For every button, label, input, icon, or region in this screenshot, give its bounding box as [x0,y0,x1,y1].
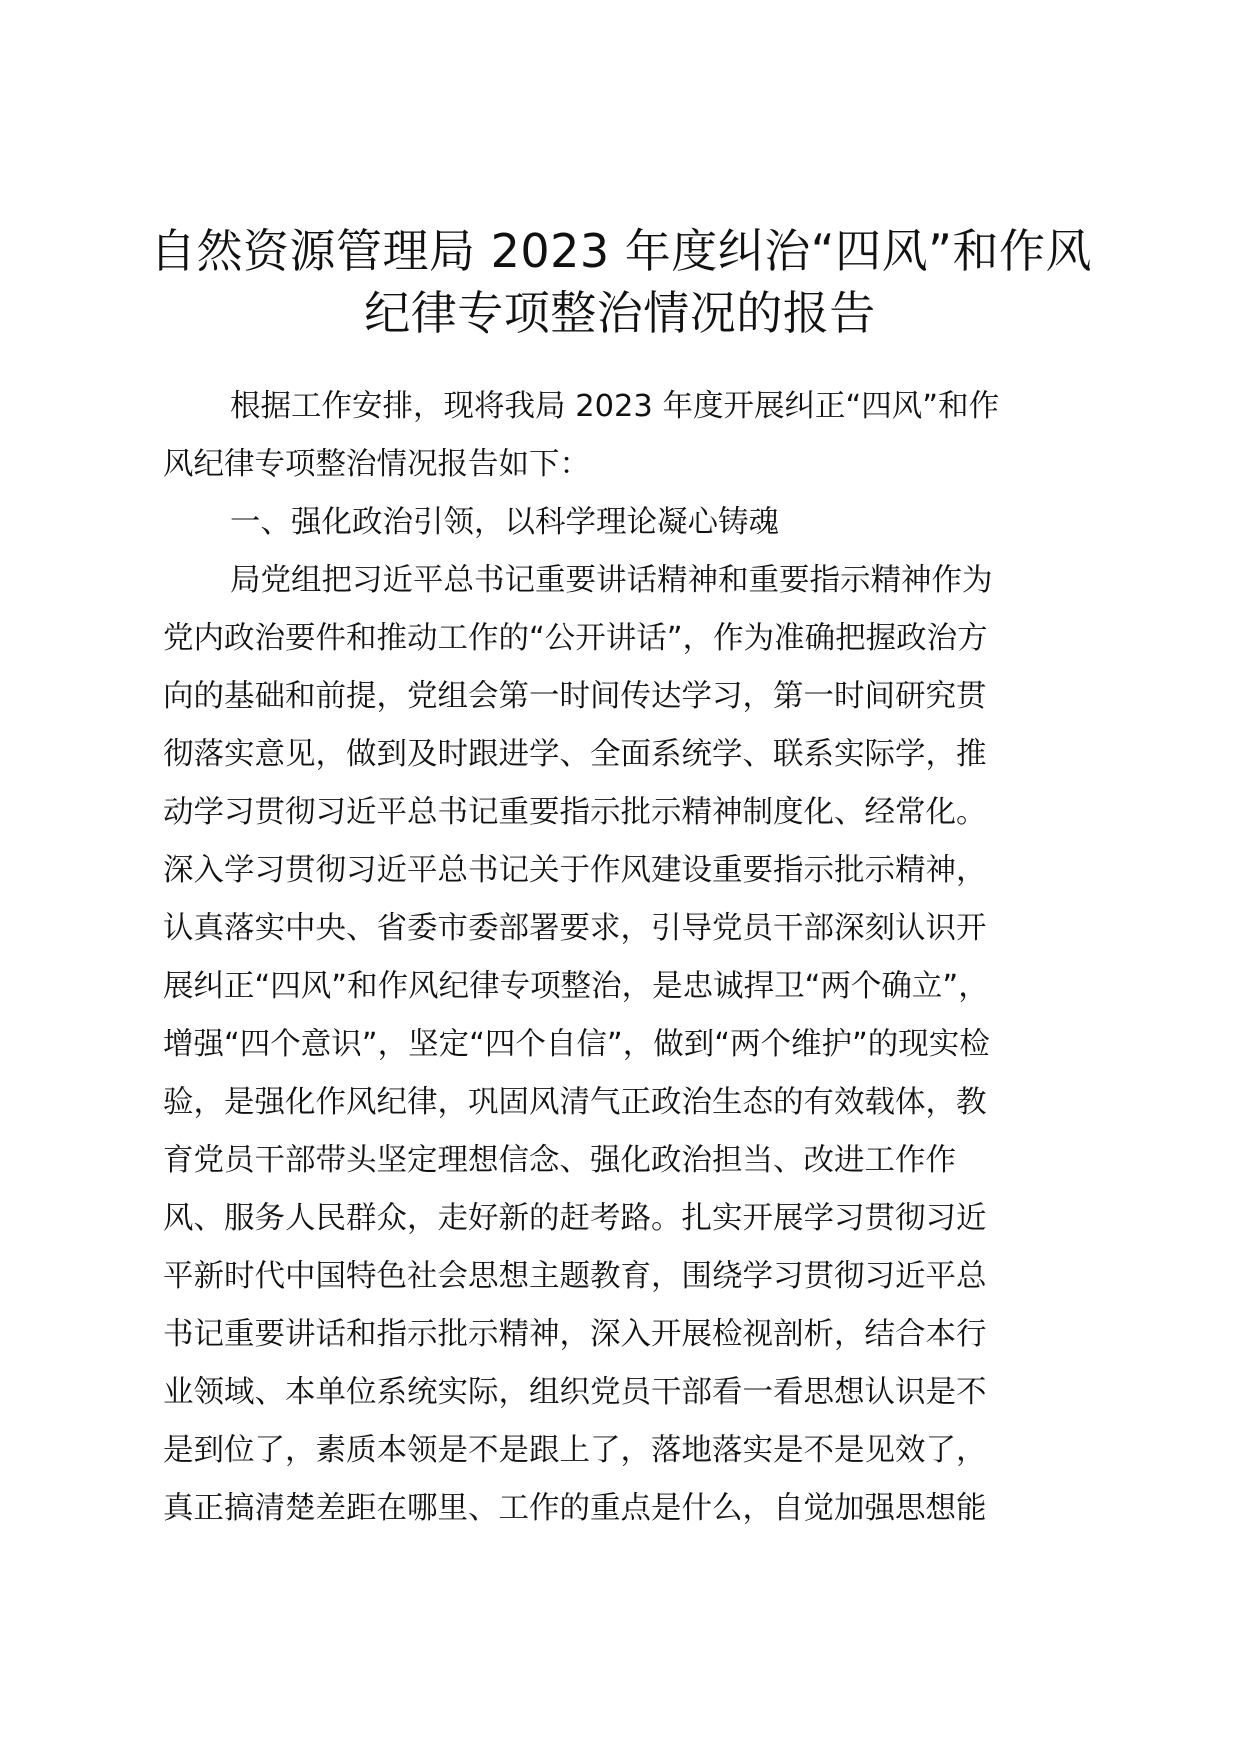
paragraph-line: 局党组把习近平总书记重要讲话精神和重要指示精神作为 [230,563,993,598]
paragraph-line: 验，是强化作风纪律，巩固风清气正政治生态的有效载体，教 [163,1085,987,1120]
paragraph-line: 风、服务人民群众，走好新的赶考路。扎实开展学习贯彻习近 [163,1201,987,1236]
paragraph-line: 平新时代中国特色社会思想主题教育，围绕学习贯彻习近平总 [163,1259,987,1294]
document-title [150,220,1090,344]
paragraph-line: 动学习贯彻习近平总书记重要指示批示精神制度化、经常化。 [163,795,987,830]
paragraph-line: 党内政治要件和推动工作的“公开讲话”，作为准确把握政治方 [163,621,988,656]
title-line-1: 自然资源管理局 2023 年度纠治“四风”和作风 [150,224,1092,278]
paragraph-line: 认真落实中央、省委市委部署要求，引导党员干部深刻认识开 [163,911,987,946]
paragraph-intro-line: 风纪律专项整治情况报告如下： [163,447,590,482]
paragraph-line: 是到位了，素质本领是不是跟上了，落地落实是不是见效了， [163,1433,987,1468]
paragraph-line: 育党员干部带头坚定理想信念、强化政治担当、改进工作作 [163,1143,956,1178]
paragraph-line: 业领域、本单位系统实际，组织党员干部看一看思想认识是不 [163,1375,987,1410]
paragraph-intro-line: 根据工作安排，现将我局 2023 年度开展纠正“四风”和作 [230,389,1000,424]
title-line-2: 纪律专项整治情况的报告 [364,286,876,340]
paragraph-line: 书记重要讲话和指示批示精神，深入开展检视剖析，结合本行 [163,1317,987,1352]
document-body [163,378,1079,1538]
paragraph-line: 向的基础和前提，党组会第一时间传达学习，第一时间研究贯 [163,679,987,714]
paragraph-line: 彻落实意见，做到及时跟进学、全面系统学、联系实际学，推 [163,737,987,772]
paragraph-line: 展纠正“四风”和作风纪律专项整治，是忠诚捍卫“两个确立”， [163,969,989,1004]
paragraph-line: 增强“四个意识”，坚定“四个自信”，做到“两个维护”的现实检 [163,1027,990,1062]
section-heading: 一、强化政治引领，以科学理论凝心铸魂 [230,505,779,540]
paragraph-line: 深入学习贯彻习近平总书记关于作风建设重要指示批示精神， [163,853,987,888]
paragraph-line: 真正搞清楚差距在哪里、工作的重点是什么，自觉加强思想能 [163,1491,987,1526]
